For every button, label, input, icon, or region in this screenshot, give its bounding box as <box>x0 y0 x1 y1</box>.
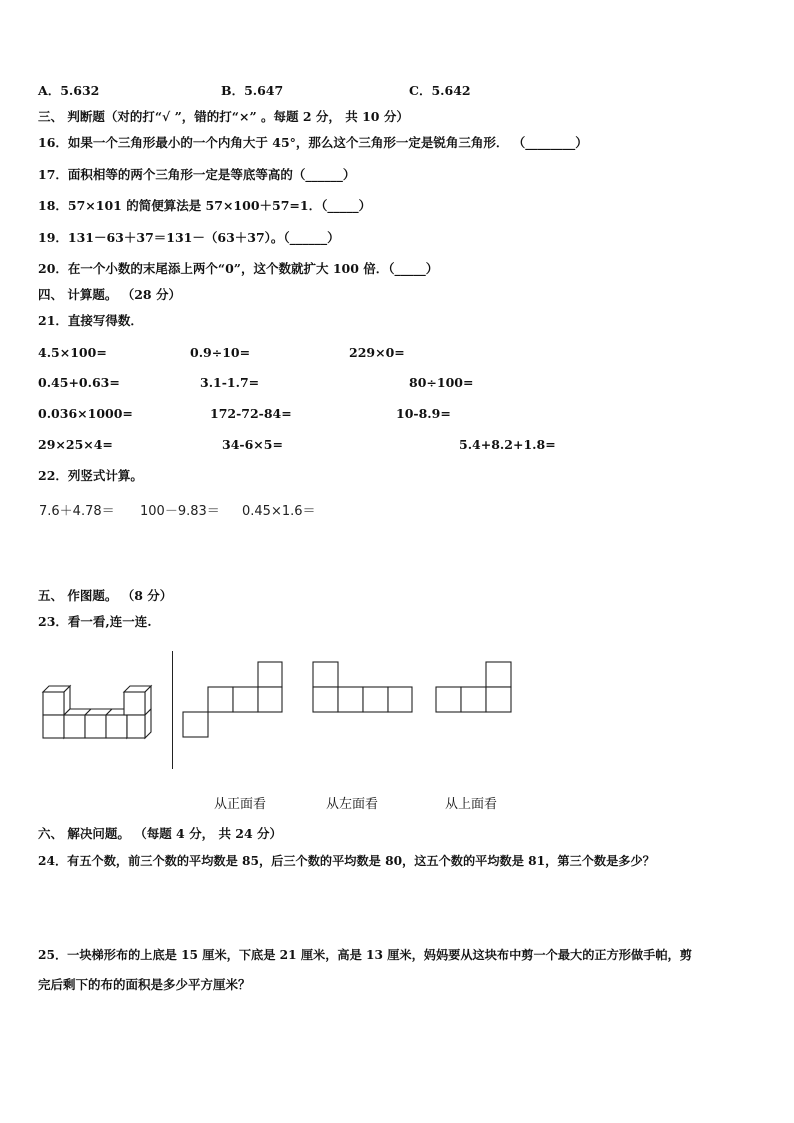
question-23: 23．看一看,连一连. <box>38 614 152 629</box>
figure-divider <box>172 651 173 769</box>
calc-item: 0.036×1000= <box>38 406 133 421</box>
calc-item: 0.9÷10= <box>190 345 251 360</box>
calc-item: 229×0= <box>349 345 405 360</box>
vertical-calc-item: 7.6＋4.78＝ <box>39 504 115 519</box>
question-20: 20．在一个小数的末尾添上两个“0”，这个数就扩大 100 倍．（_____） <box>38 261 439 276</box>
section3-heading: 三、 判断题（对的打“√ ”，错的打“×” 。每题 2 分， 共 10 分） <box>38 109 409 124</box>
calc-item: 5.4+8.2+1.8= <box>459 437 556 452</box>
option-a: A．5.632 <box>38 83 100 98</box>
question-16: 16．如果一个三角形最小的一个内角大于 45°，那么这个三角形一定是锐角三角形． （________） <box>38 135 588 150</box>
calc-item: 4.5×100= <box>38 345 107 360</box>
calc-item: 29×25×4= <box>38 437 113 452</box>
vertical-calc-item: 0.45×1.6＝ <box>242 504 316 519</box>
vertical-calc-item: 100－9.83＝ <box>140 504 220 519</box>
section4-heading: 四、 计算题。 （28 分） <box>38 287 181 302</box>
calc-item: 172-72-84= <box>210 406 292 421</box>
section5-heading: 五、 作图题。 （8 分） <box>38 588 173 603</box>
calc-item: 34-6×5= <box>222 437 283 452</box>
section6-heading: 六、 解决问题。 （每题 4 分， 共 24 分） <box>38 826 283 841</box>
view-grid-3 <box>435 661 515 715</box>
option-b: B．5.647 <box>221 83 284 98</box>
view-grid-1 <box>182 661 284 739</box>
view-label-top: 从上面看 <box>445 797 498 812</box>
question-22: 22．列竖式计算。 <box>38 468 143 483</box>
question-24: 24．有五个数，前三个数的平均数是 85，后三个数的平均数是 80，这五个数的平均数是 81，第三个数是多少？ <box>38 854 655 868</box>
calc-item: 0.45+0.63= <box>38 375 120 390</box>
calc-item: 80÷100= <box>409 375 474 390</box>
question-25-cont: 完后剩下的布的面积是多少平方厘米？ <box>38 977 251 992</box>
calc-item: 3.1-1.7= <box>200 375 260 390</box>
question-18: 18．57×101 的简便算法是 57×100＋57=1．（_____） <box>38 198 372 213</box>
question-17: 17．面积相等的两个三角形一定是等底等高的（______） <box>38 167 356 182</box>
view-label-front: 从正面看 <box>214 797 267 812</box>
question-19: 19．131－63＋37＝131－（63＋37）。（______） <box>38 230 340 245</box>
option-c: C．5.642 <box>409 83 471 98</box>
calc-item: 10-8.9= <box>396 406 451 421</box>
view-label-left: 从左面看 <box>326 797 379 812</box>
cube-stack-figure <box>40 683 160 741</box>
question-25: 25．一块梯形布的上底是 15 厘米，下底是 21 厘米，高是 13 厘米，妈妈要从这块布中剪一个最大的正方形做手帕，剪 <box>38 948 692 962</box>
view-grid-2 <box>312 661 414 715</box>
question-21: 21．直接写得数． <box>38 313 143 328</box>
